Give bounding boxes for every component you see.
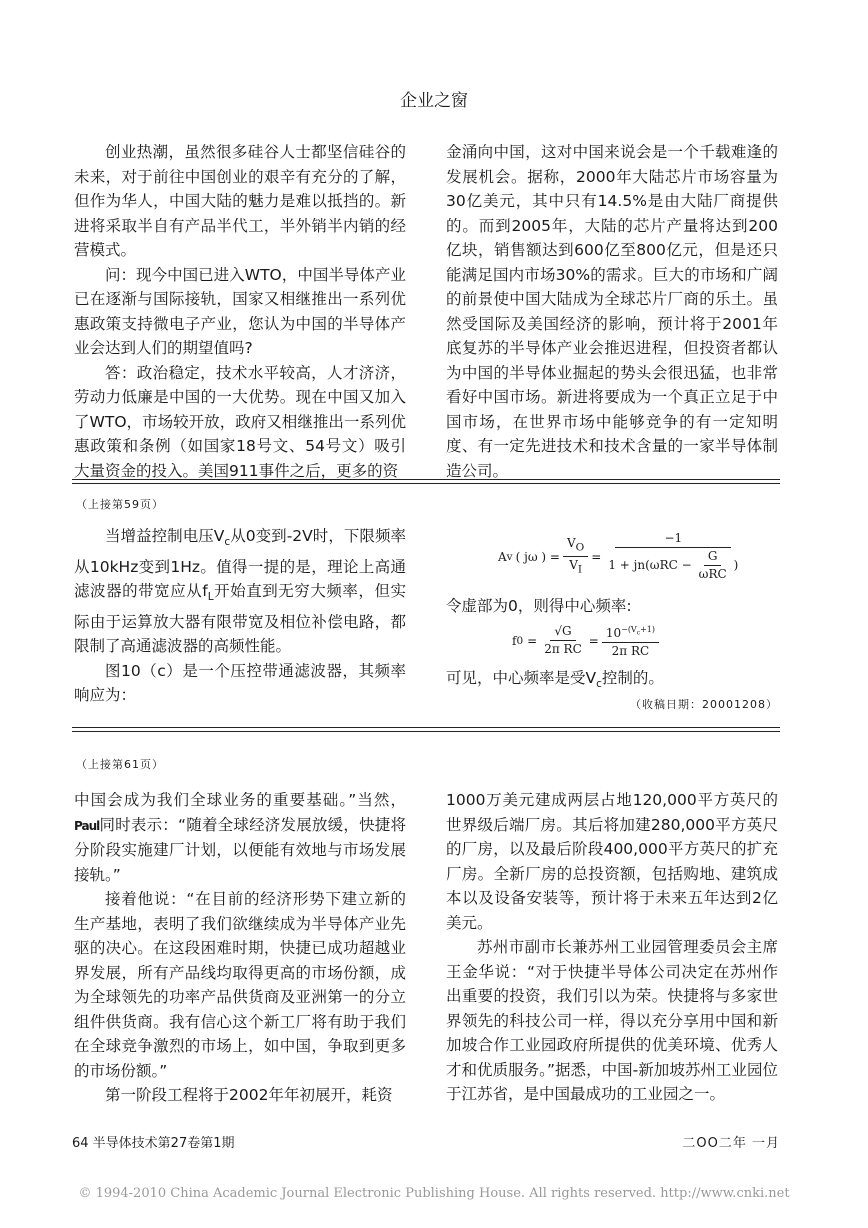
denominator: V xyxy=(569,558,578,572)
fraction xyxy=(602,622,659,659)
fraction xyxy=(695,549,731,582)
superscript: −(V xyxy=(621,625,637,634)
section3-right-column xyxy=(446,788,778,1107)
paragraph: 问：现今中国已进入WTO，中国半导体产业已在逐渐与国际接轨，国家又相继推出一系列优惠政策支持微电子产业，您认为中国的半导体产业会达到人们的期望值吗? xyxy=(74,265,406,357)
subscript: c xyxy=(224,536,231,549)
text-run: 中国会成为我们全球业务的重要基础。”当然， xyxy=(74,791,406,809)
formula-symbol: A xyxy=(498,549,507,564)
denominator: 2π RC xyxy=(544,642,582,656)
paragraph xyxy=(74,524,406,659)
formula-symbol: = xyxy=(527,633,538,648)
page-header-title: 企业之窗 xyxy=(400,91,468,111)
formula-symbol: = xyxy=(588,633,599,648)
divider xyxy=(72,483,780,484)
text-run: 当增益控制电压V xyxy=(105,527,225,545)
paragraph: 接着他说：“在目前的经济形势下建立新的生产基地，表明了我们欲继续成为半导体产业先驱的决心。在这段困难时期，快捷已成功超越业界发展，所有产品线均取得更高的市场份额，成为全球领先的功率产品供货商及亚洲第一的分立组件供货商。我有信心这个新工厂将有助于我们在全球竞争激烈的市场上，如中国，争取到更多的市场份额。” xyxy=(74,890,406,1080)
center-frequency-formula xyxy=(512,622,662,659)
divider xyxy=(72,479,780,480)
denominator: 2π RC xyxy=(611,644,650,658)
subscript: 0 xyxy=(516,634,524,647)
issue-date: 二OO二年 一月 xyxy=(682,1136,780,1151)
subscript: v xyxy=(506,550,513,563)
paragraph: 第一阶段工程将于2002年年初展开，耗资 xyxy=(105,1086,393,1104)
fraction xyxy=(540,624,586,657)
paragraph: 创业热潮，虽然很多硅谷人士都坚信硅谷的未来，对于前往中国创业的艰辛有充分的了解，但作为华人，中国大陆的魅力是难以抵挡的。新进将采取半自有产品半代工，半外销半内销的经营模式。 xyxy=(74,143,406,259)
text-run: 同时表示：“随着全球经济发展放缓，快捷将分阶段实施建厂计划，以便能有效地与市场发展接轨。” xyxy=(74,815,406,884)
text-run: 从0变到-2V时，下限频率从10kHz变到1Hz。值得一提的是，理论上高通滤波器的带宽应从f xyxy=(74,527,406,601)
superscript: +1) xyxy=(640,625,656,634)
paragraph: 苏州市副市长兼苏州工业园管理委员会主席王金华说：“对于快捷半导体公司决定在苏州作出重要的投资，我们引以为荣。快捷将与多家世界领先的科技公司一样，得以充分享用中国和新加坡合作工业园政府所提供的优美环境、优秀人才和优质服务。”据悉，中国-新加坡苏州工业园位于江苏省，是中国最成功的工业园之一。 xyxy=(446,938,778,1103)
text-run: 可见，中心频率是受V xyxy=(446,669,597,687)
fraction xyxy=(604,531,742,582)
formula-symbol: f xyxy=(512,633,517,648)
numerator: V xyxy=(566,535,576,550)
copyright-notice: © 1994-2010 China Academic Journal Electronic Publishing House. All rights reserved. http://www.cnki.net xyxy=(78,1186,790,1201)
formula-symbol: ) xyxy=(733,558,739,572)
continued-from-label: （上接第61页） xyxy=(76,758,164,771)
formula-symbol: ( jω ) = xyxy=(515,549,560,564)
continued-from-label: （上接第59页） xyxy=(76,498,164,511)
divider xyxy=(72,731,780,732)
paragraph xyxy=(74,788,406,887)
formula-symbol: = xyxy=(591,549,602,564)
journal-info: 64 半导体技术第27卷第1期 xyxy=(72,1136,235,1151)
fraction xyxy=(563,536,588,578)
text-run: 开始直到无穷大频率，但实际由于运算放大器有限带宽及相位补偿电路，都限制了高通滤波器的高频性能。 xyxy=(74,582,406,656)
denominator: 1 + jn(ωRC − xyxy=(608,558,692,572)
center-frequency-text: 令虚部为0，则得中心频率: xyxy=(446,597,632,615)
paragraph: 1000万美元建成两层占地120,000平方英尺的世界级后端厂房。其后将加建280,000平方英尺的厂房，以及最后阶段400,000平方英尺的扩充厂房。全新厂房的总投资额，包括购地、建筑成本以及设备安装等，预计将于未来五年达到2亿美元。 xyxy=(446,791,778,932)
section2-left-column xyxy=(74,524,406,708)
paragraph: 图10（c）是一个压控带通滤波器，其频率响应为： xyxy=(74,661,406,705)
subscript: c xyxy=(596,678,602,691)
section1-left-column xyxy=(74,140,406,483)
numerator: 10 xyxy=(605,626,622,640)
subscript: c xyxy=(636,629,641,637)
denominator: ωRC xyxy=(698,567,727,581)
frequency-response-formula xyxy=(498,531,745,582)
paragraph: 金涌向中国，这对中国来说会是一个千载难逢的发展机会。据称，2000年大陆芯片市场容量为30亿美元，其中只有14.5%是由大陆厂商提供的。而到2005年，大陆的芯片产量将达到200亿块，销售额达到600亿至800亿元，但是还只能满足国内市场30%的需求。巨大的市场和广阔的前景使中国大陆成为全球芯片厂商的乐土。虽然受国际及美国经济的影响，预计将于2001年底复苏的半导体产业会推迟进程，但投资者都认为中国的半导体业掘起的势头会很迅猛，也非常看好中国市场。新进将要成为一个真正立足于中国市场，在世界市场中能够竞争的有一定知明度、有一定先进技术和技术含量的一家半导体制造公司。 xyxy=(446,143,778,480)
subscript: L xyxy=(207,591,214,604)
subscript: O xyxy=(575,541,585,553)
numerator: G xyxy=(704,549,722,566)
divider xyxy=(72,727,780,728)
received-date: （收稿日期：20001208） xyxy=(630,698,778,711)
paragraph: 答：政治稳定，技术水平较高，人才济济，劳动力低廉是中国的一大优势。现在中国又加入了WTO，市场较开放，政府又相继推出一系列优惠政策和条例（如国家18号文、54号文）吸引大量资金的投入。美国911事件之后，更多的资 xyxy=(74,363,406,480)
subscript: I xyxy=(577,563,583,576)
section1-right-column xyxy=(446,140,778,483)
conclusion-text xyxy=(446,666,778,697)
numerator: −1 xyxy=(615,531,731,548)
section3-left-column xyxy=(74,788,406,1108)
person-name: Paul xyxy=(74,818,100,833)
text-run: 控制的。 xyxy=(601,669,664,687)
numerator: √G xyxy=(550,624,575,641)
